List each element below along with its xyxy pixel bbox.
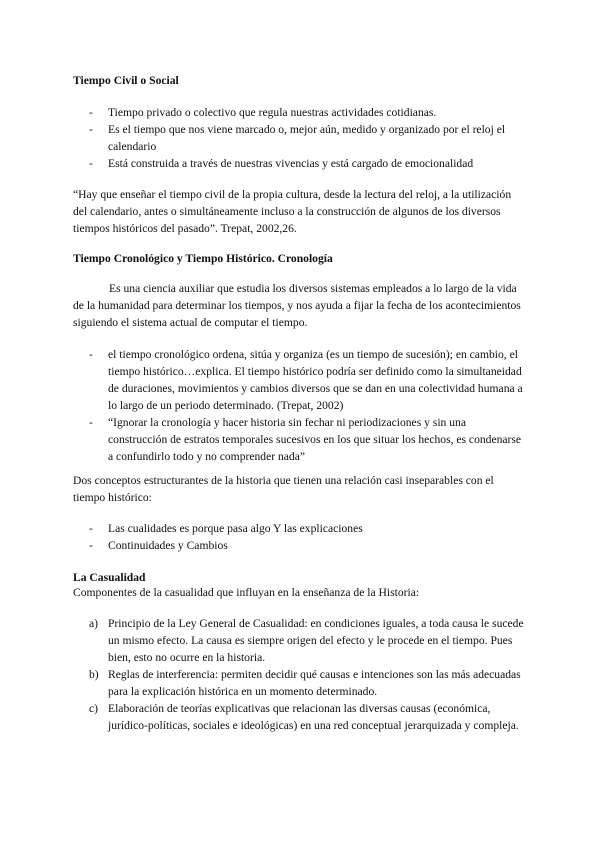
list-item-text: Reglas de interferencia: permiten decidir qué causas e intenciones son las más adecuadas para la explicación histórica en un momento determinado. xyxy=(108,668,521,698)
list-marker: a) xyxy=(89,617,99,630)
bullet-list-tiempo-civil xyxy=(73,104,525,172)
list-item-text: Continuidades y Cambios xyxy=(108,539,228,552)
list-item-text: el tiempo cronológico ordena, sitúa y organiza (es un tiempo de sucesión); en cambio, el tiempo histórico…explica. El tiempo histórico podría ser definido como la simultaneidad de duraciones, movimientos y cambios diversos que se dan en una colectividad humana a lo largo de un periodo determinado. (Trepat, 2002) xyxy=(108,348,523,412)
conceptos-paragraph: Dos conceptos estructurantes de la historia que tienen una relación casi inseparables con el tiempo histórico: xyxy=(73,474,494,504)
list-item xyxy=(73,700,525,734)
list-item: - el tiempo cronológico ordena, sitúa y organiza (es un tiempo de sucesión); en cambio, el tiempo histórico…explica. El tiempo histórico podría ser definido como la simultaneidad de duraciones, movimientos y cambios diversos que se dan en una colectividad humana a lo largo de un periodo determinado. (Trepat, 2002) xyxy=(89,348,523,412)
list-item xyxy=(73,615,525,666)
list-item: - Tiempo privado o colectivo que regula nuestras actividades cotidianas. xyxy=(89,106,437,119)
list-item: - Está construida a través de nuestras vivencias y está cargado de emocionalidad xyxy=(89,157,474,170)
list-item: - Continuidades y Cambios xyxy=(89,539,228,552)
casualidad-intro: Componentes de la casualidad que influyan en la enseñanza de la Historia: xyxy=(73,586,420,599)
list-item-text: Elaboración de teorías explicativas que relacionan las diversas causas (económica, jurídico-políticas, sociales e ideológicas) en una red conceptual jerarquizada y compleja. xyxy=(108,702,519,732)
lettered-list-casualidad xyxy=(73,615,525,734)
list-item: - Las cualidades es porque pasa algo Y las explicaciones xyxy=(89,522,363,535)
list-item-text: “Ignorar la cronología y hacer historia sin fechar ni periodizaciones y sin una construcción de estratos temporales sucesivos en los que situar los hechos, es condenarse a confundirlo todo y no comprender nada” xyxy=(108,416,522,463)
list-item-text: Es el tiempo que nos viene marcado o, mejor aún, medido y organizado por el reloj el calendario xyxy=(108,123,506,153)
bullet-list-cronologia xyxy=(73,346,525,465)
section-title-cronologia: Tiempo Cronológico y Tiempo Histórico. Cronología xyxy=(73,252,333,265)
cronologia-paragraph: Es una ciencia auxiliar que estudia los diversos sistemas empleados a lo largo de la vida de la humanidad para determinar los tiempos, y nos ayuda a fijar la fecha de los acontecimientos siguiendo el sistema actual de computar el tiempo. xyxy=(73,282,521,329)
list-marker: c) xyxy=(89,702,99,715)
list-item xyxy=(73,666,525,700)
section-title-tiempo-civil: Tiempo Civil o Social xyxy=(73,74,179,87)
section-title-casualidad: La Casualidad xyxy=(73,571,146,584)
quote-paragraph: “Hay que enseñar el tiempo civil de la propia cultura, desde la lectura del reloj, a la utilización del calendario, antes o simultáneamente incluso a la construcción de algunos de los diversos tiempos históricos del pasado”. Trepat, 2002,26. xyxy=(73,188,512,235)
list-item-text: Tiempo privado o colectivo que regula nuestras actividades cotidianas. xyxy=(108,106,437,119)
list-item: - “Ignorar la cronología y hacer historia sin fechar ni periodizaciones y sin una construcción de estratos temporales sucesivos en los que situar los hechos, es condenarse a confundirlo todo y no comprender nada” xyxy=(89,416,522,463)
list-item-text: Principio de la Ley General de Casualidad: en condiciones iguales, a toda causa le sucede un mismo efecto. La causa es siempre origen del efecto y le procede en el tiempo. Pues bien, esto no ocurre en la historia. xyxy=(108,617,524,664)
bullet-list-conceptos xyxy=(73,520,525,554)
list-item-text: Las cualidades es porque pasa algo Y las explicaciones xyxy=(108,522,363,535)
list-item-text: Está construida a través de nuestras vivencias y está cargado de emocionalidad xyxy=(108,157,474,170)
list-marker: b) xyxy=(89,668,99,681)
list-item: - Es el tiempo que nos viene marcado o, mejor aún, medido y organizado por el reloj el calendario xyxy=(89,123,506,153)
